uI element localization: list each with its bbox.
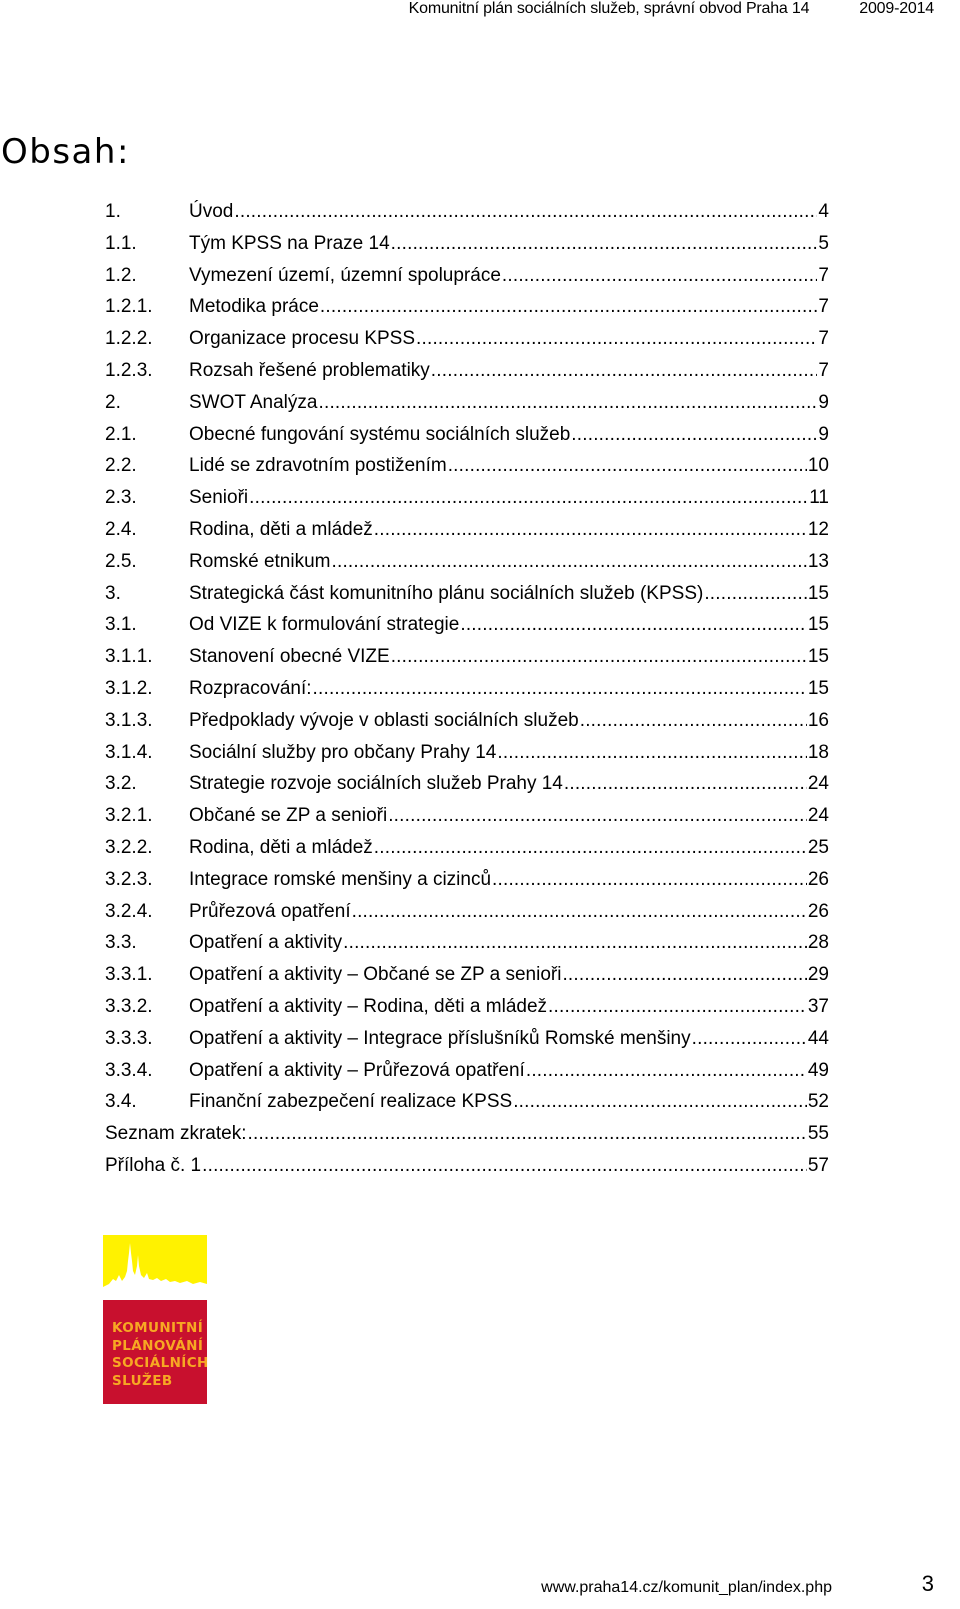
toc-entry-number: 2.3. xyxy=(105,487,137,509)
toc-entry-title: Organizace procesu KPSS xyxy=(189,328,416,350)
toc-entry-page: 49 xyxy=(807,1059,829,1081)
toc-entry[interactable] xyxy=(105,550,829,582)
toc-entry-title: Strategie rozvoje sociálních služeb Prahy 14 xyxy=(189,773,563,795)
toc-entry[interactable] xyxy=(105,359,829,391)
footer-url-link[interactable]: www.praha14.cz/komunit_plan/index.php xyxy=(541,1579,832,1596)
toc-entry[interactable] xyxy=(105,645,829,677)
toc-entry-number: 3.4. xyxy=(105,1091,137,1113)
toc-entry-number: 3.2.3. xyxy=(105,868,153,890)
toc-entry-page: 10 xyxy=(807,455,829,477)
toc-entry-number: 3.3. xyxy=(105,932,137,954)
dot-leader xyxy=(564,772,807,796)
dot-leader xyxy=(318,391,817,415)
toc-entry-page: 7 xyxy=(818,296,829,318)
dot-leader xyxy=(492,868,807,892)
toc-entry-number: 2. xyxy=(105,391,121,413)
toc-entry-page: 5 xyxy=(818,232,829,254)
toc-entry-number: 3.3.4. xyxy=(105,1059,153,1081)
dot-leader xyxy=(580,709,807,733)
toc-entry[interactable] xyxy=(105,613,829,645)
toc-entry-title: Senioři xyxy=(189,487,249,509)
toc-entry-number: 1.2.2. xyxy=(105,328,153,350)
toc-entry[interactable] xyxy=(105,486,829,518)
dot-leader xyxy=(562,963,806,987)
toc-entry-page: 7 xyxy=(818,359,829,381)
dot-leader xyxy=(526,1059,807,1083)
toc-entry-page: 16 xyxy=(807,709,829,731)
toc-entry[interactable] xyxy=(105,741,829,773)
toc-entry-title: Romské etnikum xyxy=(189,550,331,572)
toc-entry-page: 18 xyxy=(807,741,829,763)
toc-entry-title: Průřezová opatření xyxy=(189,900,351,922)
toc-entry-page: 37 xyxy=(807,995,829,1017)
toc-entry[interactable] xyxy=(105,327,829,359)
toc-entry[interactable] xyxy=(105,868,829,900)
toc-entry[interactable] xyxy=(105,1090,829,1122)
toc-entry-title: Úvod xyxy=(189,201,234,222)
page-number: 3 xyxy=(921,1571,934,1596)
toc-entry-number: 3.2. xyxy=(105,773,137,795)
toc-entry-page: 29 xyxy=(807,964,829,986)
toc-entry-page: 11 xyxy=(809,487,829,509)
toc-entry-page: 24 xyxy=(807,805,829,827)
toc-entry-number: 1. xyxy=(105,201,121,222)
toc-entry[interactable] xyxy=(105,804,829,836)
toc-entry[interactable] xyxy=(105,836,829,868)
table-of-contents xyxy=(105,200,829,1186)
dot-leader xyxy=(352,900,807,924)
toc-entry-title: Stanovení obecné VIZE xyxy=(189,646,390,668)
toc-entry-title: Obecné fungování systému sociálních služeb xyxy=(189,423,571,445)
toc-entry[interactable] xyxy=(105,931,829,963)
dot-leader xyxy=(374,836,807,860)
toc-entry[interactable] xyxy=(105,1027,829,1059)
toc-entry-page: 12 xyxy=(807,518,829,540)
toc-entry-number: 3.3.3. xyxy=(105,1027,153,1049)
toc-entry[interactable] xyxy=(105,582,829,614)
dot-leader xyxy=(502,264,818,288)
dot-leader xyxy=(548,995,807,1019)
dot-leader xyxy=(513,1090,807,1114)
toc-entry[interactable] xyxy=(105,264,829,296)
toc-entry[interactable] xyxy=(105,772,829,804)
toc-entry-number: 3.1.3. xyxy=(105,709,153,731)
toc-entry[interactable] xyxy=(105,1122,829,1154)
dot-leader xyxy=(448,454,807,478)
toc-entry-title: Metodika práce xyxy=(189,296,319,318)
toc-entry-title: Seznam zkratek: xyxy=(105,1123,247,1145)
toc-entry-title: Opatření a aktivity – Průřezová opatření xyxy=(189,1059,525,1081)
toc-entry-title: Integrace romské menšiny a cizinců xyxy=(189,868,492,890)
toc-entry-number: 2.4. xyxy=(105,518,137,540)
toc-entry-title: Od VIZE k formulování strategie xyxy=(189,614,460,636)
toc-entry-title: Lidé se zdravotním postižením xyxy=(189,455,447,477)
kpss-logo xyxy=(103,1300,207,1404)
toc-entry-title: Rodina, děti a mládež xyxy=(189,836,373,858)
toc-entry-number: 3.1.4. xyxy=(105,741,153,763)
dot-leader xyxy=(343,931,807,955)
toc-entry-number: 3.2.1. xyxy=(105,805,153,827)
toc-entry-title: SWOT Analýza xyxy=(189,391,318,413)
dot-leader xyxy=(704,582,807,606)
logo-line-2: PLÁNOVÁNÍ xyxy=(112,1337,204,1354)
toc-entry[interactable] xyxy=(105,454,829,486)
dot-leader xyxy=(313,677,807,701)
logo-line-3: SOCIÁLNÍCH xyxy=(112,1355,209,1371)
toc-entry-page: 25 xyxy=(807,836,829,858)
toc-entry[interactable] xyxy=(105,423,829,455)
toc-entry-page: 26 xyxy=(807,868,829,890)
dot-leader xyxy=(320,295,818,319)
toc-entry-number: 3.2.2. xyxy=(105,836,153,858)
dot-leader xyxy=(248,1122,807,1146)
toc-entry[interactable] xyxy=(105,200,829,232)
prague-skyline-logo xyxy=(103,1235,207,1298)
toc-entry-page: 26 xyxy=(807,900,829,922)
dot-leader xyxy=(571,423,817,447)
dot-leader xyxy=(391,645,807,669)
toc-entry-number: 2.1. xyxy=(105,423,137,445)
toc-entry[interactable] xyxy=(105,391,829,423)
toc-entry-page: 15 xyxy=(807,646,829,668)
toc-entry-title: Rozsah řešené problematiky xyxy=(189,359,430,381)
toc-entry-number: 3.1. xyxy=(105,614,137,636)
dot-leader xyxy=(497,741,807,765)
dot-leader xyxy=(234,200,817,224)
dot-leader xyxy=(374,518,807,542)
toc-entry-page: 28 xyxy=(807,932,829,954)
toc-entry-number: 3.2.4. xyxy=(105,900,153,922)
toc-entry-page: 44 xyxy=(807,1027,829,1049)
toc-entry-title: Finanční zabezpečení realizace KPSS xyxy=(189,1091,513,1113)
toc-entry-number: 1.1. xyxy=(105,232,137,254)
toc-entry[interactable] xyxy=(105,677,829,709)
toc-entry-title: Opatření a aktivity – Občané se ZP a senioři xyxy=(189,964,562,986)
dot-leader xyxy=(388,804,807,828)
toc-entry-page: 15 xyxy=(807,677,829,699)
toc-entry[interactable] xyxy=(105,709,829,741)
toc-entry-page: 15 xyxy=(807,614,829,636)
toc-entry-number: 1.2. xyxy=(105,264,137,286)
toc-entry[interactable] xyxy=(105,1154,829,1186)
logo-line-1: KOMUNITNÍ xyxy=(112,1320,204,1336)
toc-entry-title: Opatření a aktivity – Integrace příslušníků Romské menšiny xyxy=(189,1027,691,1049)
toc-entry-page: 24 xyxy=(807,773,829,795)
toc-entry-title: Občané se ZP a senioři xyxy=(189,805,388,827)
logo-line-4: SLUŽEB xyxy=(112,1372,173,1389)
toc-entry-number: 3.3.2. xyxy=(105,995,153,1017)
toc-entry-title: Předpoklady vývoje v oblasti sociálních služeb xyxy=(189,709,579,731)
toc-entry[interactable] xyxy=(105,995,829,1027)
toc-entry-page: 7 xyxy=(818,264,829,286)
toc-entry-number: 3.3.1. xyxy=(105,964,153,986)
toc-entry-number: 2.5. xyxy=(105,550,137,572)
dot-leader xyxy=(431,359,818,383)
header-years: 2009-2014 xyxy=(859,0,934,17)
toc-entry-title: Tým KPSS na Praze 14 xyxy=(189,232,390,254)
toc-entry[interactable] xyxy=(105,295,829,327)
header-title: Komunitní plán sociálních služeb, správní obvod Praha 14 xyxy=(408,0,810,17)
toc-entry-title: Rozpracování: xyxy=(189,677,312,699)
toc-entry[interactable] xyxy=(105,1059,829,1091)
toc-entry-page: 13 xyxy=(807,550,829,572)
toc-entry-page: 9 xyxy=(818,423,829,445)
toc-entry[interactable] xyxy=(105,963,829,995)
toc-entry-page: 57 xyxy=(807,1154,829,1176)
toc-entry-number: 2.2. xyxy=(105,455,137,477)
toc-entry-number: 3. xyxy=(105,582,121,604)
toc-entry-page: 55 xyxy=(807,1123,829,1145)
toc-heading: Obsah: xyxy=(1,132,130,172)
dot-leader xyxy=(202,1154,807,1178)
dot-leader xyxy=(249,486,808,510)
toc-entry-number: 1.2.1. xyxy=(105,296,153,318)
toc-entry-title: Strategická část komunitního plánu sociálních služeb (KPSS) xyxy=(189,582,704,604)
toc-entry-title: Rodina, děti a mládež xyxy=(189,518,373,540)
dot-leader xyxy=(332,550,807,574)
toc-entry-title: Vymezení území, územní spolupráce xyxy=(189,264,501,286)
toc-entry-title: Opatření a aktivity – Rodina, děti a mládež xyxy=(189,995,548,1017)
toc-entry-title: Sociální služby pro občany Prahy 14 xyxy=(189,741,497,763)
toc-entry-title: Příloha č. 1 xyxy=(105,1154,202,1176)
toc-entry-number: 3.1.1. xyxy=(105,646,153,668)
toc-entry-page: 52 xyxy=(807,1091,829,1113)
dot-leader xyxy=(416,327,817,351)
toc-entry-page: 7 xyxy=(818,328,829,350)
toc-entry-page: 15 xyxy=(807,582,829,604)
toc-entry[interactable] xyxy=(105,518,829,550)
dot-leader xyxy=(692,1027,807,1051)
dot-leader xyxy=(460,613,807,637)
toc-entry-number: 3.1.2. xyxy=(105,677,153,699)
toc-entry-number: 1.2.3. xyxy=(105,359,153,381)
running-header xyxy=(409,0,934,22)
toc-entry[interactable] xyxy=(105,900,829,932)
dot-leader xyxy=(391,232,818,256)
toc-entry[interactable] xyxy=(105,232,829,264)
toc-entry-page: 4 xyxy=(818,201,829,222)
toc-entry-page: 9 xyxy=(818,391,829,413)
toc-entry-title: Opatření a aktivity xyxy=(189,932,343,954)
